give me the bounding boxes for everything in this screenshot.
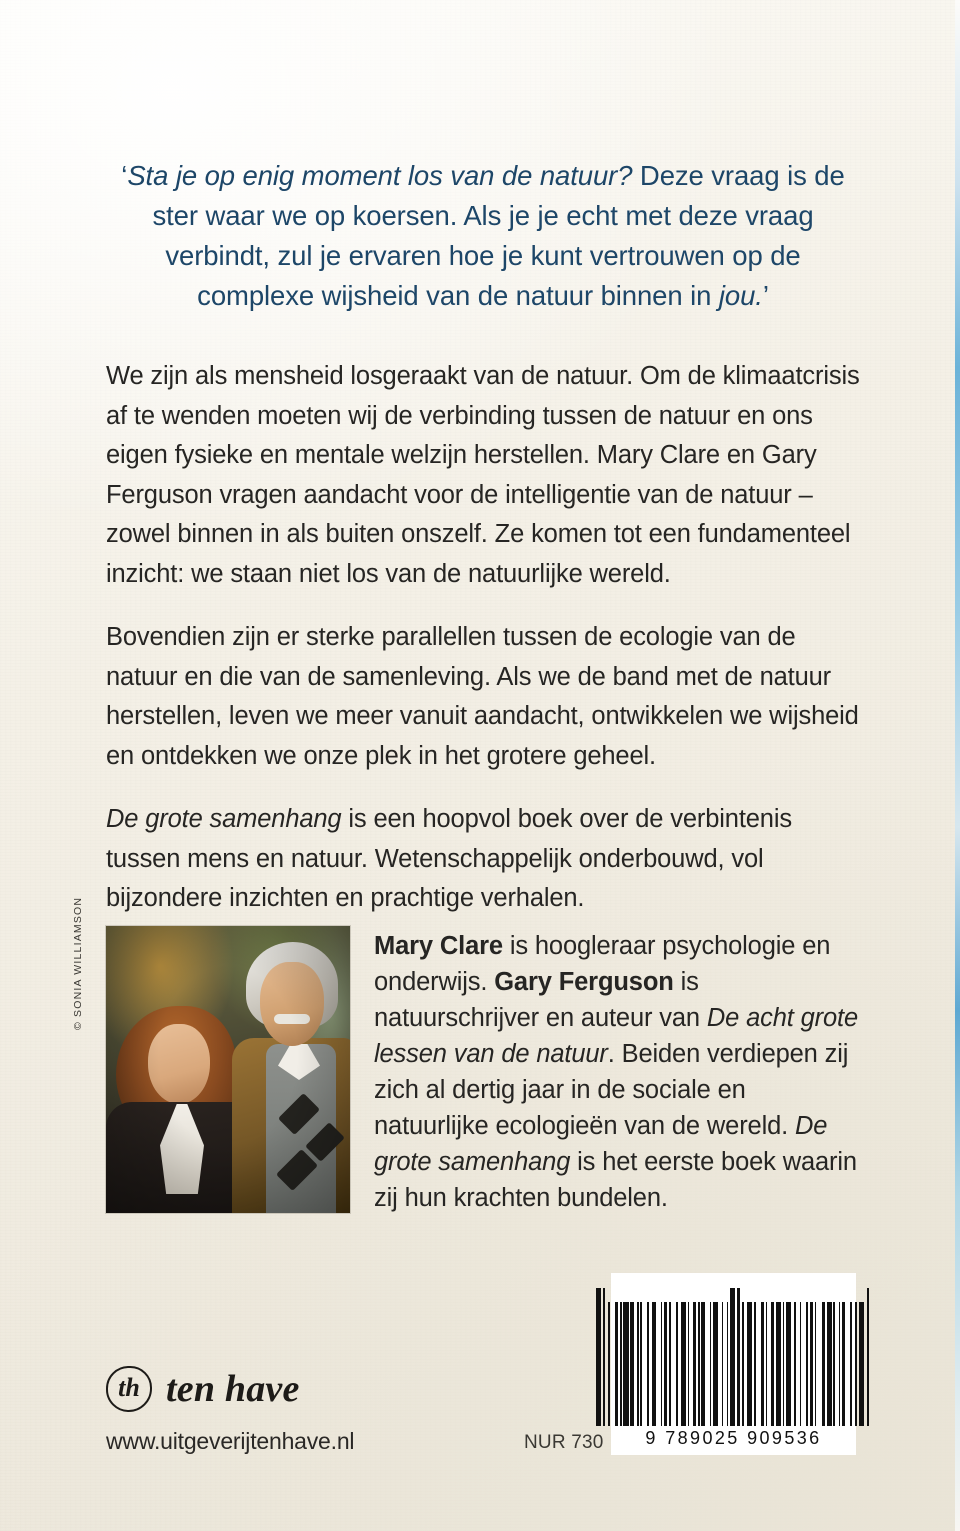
- author-bio: [374, 928, 864, 1216]
- blurb-paragraph-3: [106, 800, 862, 919]
- referenced-book-title-1: De acht grote lessen van de natuur: [374, 1004, 858, 1068]
- publisher-name: ten have: [166, 1368, 300, 1410]
- nur-code: NUR 730: [524, 1432, 604, 1453]
- author-name-mary-clare: Mary Clare: [374, 932, 503, 960]
- pull-quote: [112, 156, 854, 316]
- blurb-text: [106, 357, 862, 919]
- isbn-digits: 9 789025 909536: [645, 1428, 822, 1448]
- author-photo: [106, 926, 350, 1213]
- publisher-url: www.uitgeverijtenhave.nl: [106, 1428, 355, 1454]
- blurb-paragraph-3-rest: is een hoopvol boek over de verbintenis tussen mens en natuur. Wetenschappelijk onderbouwd, vol bijzondere inzichten en prachtige verhalen.: [106, 805, 792, 912]
- publisher-logo: [106, 1366, 354, 1412]
- photo-credit: © SONIA WILLIAMSON: [72, 896, 84, 1030]
- author-bio-text-2: is natuurschrijver en auteur van: [374, 968, 707, 1032]
- author-bio-text-4: is het eerste boek waarin zij hun krachten bundelen.: [374, 1148, 857, 1212]
- quote-open-mark: ‘: [121, 160, 128, 191]
- quote-middle: Deze vraag is de ster waar we op koersen. Als je je echt met deze vraag verbindt, zul je ervaren hoe je kunt vertrouwen op de complexe wijsheid van de natuur binnen in: [152, 160, 845, 311]
- author-bio-text-3: . Beiden verdiepen zij zich al dertig jaar in de sociale en natuurlijke ecologieën van de wereld.: [374, 1040, 849, 1140]
- front-cover-edge-sliver: [955, 0, 960, 1531]
- blurb-paragraph-1: We zijn als mensheid losgeraakt van de natuur. Om de klimaatcrisis af te wenden moeten wij de verbinding tussen de natuur en ons eigen fysieke en mentale welzijn herstellen. Mary Clare en Gary Ferguson vragen aandacht voor de intelligentie van de natuur – zowel binnen in als buiten onszelf. Ze komen tot een fundamenteel inzicht: we staan niet los van de natuurlijke wereld.: [106, 362, 860, 588]
- author-name-gary-ferguson: Gary Ferguson: [494, 968, 674, 996]
- ten-have-monogram-icon: th: [106, 1366, 152, 1412]
- referenced-book-title-2: De grote samenhang: [374, 1112, 828, 1176]
- publisher-block: [106, 1366, 354, 1455]
- quote-italic-tail: jou.: [718, 280, 763, 311]
- photo-vignette: [106, 926, 350, 1213]
- blurb-paragraph-2: Bovendien zijn er sterke parallellen tussen de ecologie van de natuur en die van de samenleving. Als we de band met de natuur herstellen, leven we meer vanuit aandacht, ontwikkelen we wijsheid en ontdekken we onze plek in het grotere geheel.: [106, 623, 859, 770]
- quote-italic-lead: Sta je op enig moment los van de natuur?: [127, 160, 633, 191]
- quote-close-mark: ’: [762, 280, 769, 311]
- author-bio-text-1: is hoogleraar psychologie en onderwijs.: [374, 932, 831, 996]
- barcode-bars: [596, 1302, 870, 1426]
- blurb-book-title: De grote samenhang: [106, 805, 342, 833]
- isbn-barcode: [611, 1273, 856, 1455]
- author-photo-illustration: [106, 926, 350, 1213]
